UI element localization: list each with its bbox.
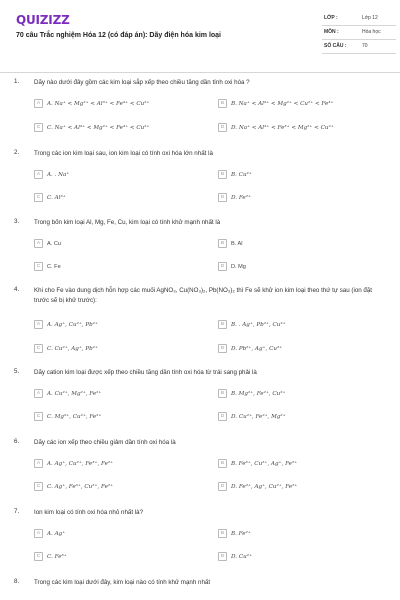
question-text: Dãy cation kim loại được xếp theo chiều tăng dần tính oxi hóa từ trái sang phải là <box>34 369 257 376</box>
option-text: B. Al <box>231 240 243 247</box>
question-number: 7. <box>14 508 20 515</box>
meta-value: Hóa học <box>362 29 381 35</box>
option-letter-box: C <box>34 344 43 353</box>
option-a[interactable] <box>34 528 65 539</box>
option-a[interactable] <box>34 319 98 330</box>
option-a[interactable] <box>34 238 61 249</box>
option-b[interactable] <box>218 169 252 180</box>
option-c[interactable] <box>34 551 67 562</box>
question-3 <box>0 218 400 284</box>
question-number: 2. <box>14 149 20 156</box>
option-letter-box: B <box>218 239 227 248</box>
option-letter-box: A <box>34 320 43 329</box>
option-text: A. Na⁺ < Mg²⁺ < Al³⁺ < Fe³⁺ < Cu²⁺ <box>47 100 150 107</box>
option-text: D. Na⁺ < Al³⁺ < Fe³⁺ < Mg²⁺ < Cu²⁺ <box>231 124 334 131</box>
question-text: Trong các kim loại dưới đây, kim loại nào có tính khử mạnh nhất <box>34 579 211 586</box>
option-letter-box: D <box>218 482 227 491</box>
question-number: 3. <box>14 218 20 225</box>
option-c[interactable] <box>34 411 101 422</box>
option-letter-box: A <box>34 459 43 468</box>
question-number: 8. <box>14 578 20 585</box>
meta-key: LỚP : <box>324 15 338 21</box>
option-letter-box: B <box>218 459 227 468</box>
option-d[interactable] <box>218 481 297 492</box>
option-b[interactable] <box>218 528 251 539</box>
worksheet-header <box>0 0 400 72</box>
option-text: C. Cu²⁺, Ag⁺, Pb²⁺ <box>47 345 98 352</box>
option-a[interactable] <box>34 458 113 469</box>
option-letter-box: D <box>218 193 227 202</box>
meta-value: 70 <box>362 43 368 49</box>
meta-row-count <box>322 40 396 54</box>
option-text: C. Fe³⁺ <box>47 553 67 560</box>
option-letter-box: B <box>218 320 227 329</box>
question-text: Trong các ion kim loại sau, ion kim loại có tính oxi hóa lớn nhất là <box>34 150 213 157</box>
option-letter-box: A <box>34 170 43 179</box>
worksheet-meta <box>322 12 396 54</box>
option-text: D. Mg <box>231 263 246 270</box>
meta-row-class <box>322 12 396 26</box>
option-text: C. Na⁺ < Al³⁺ < Mg²⁺ < Fe³⁺ < Cu²⁺ <box>47 124 150 131</box>
question-2 <box>0 149 400 215</box>
option-c[interactable] <box>34 192 66 203</box>
option-text: D. Fe³⁺, Ag⁺, Cu²⁺, Fe²⁺ <box>231 483 298 490</box>
option-b[interactable] <box>218 388 285 399</box>
question-text: Ion kim loại có tính oxi hóa nhỏ nhất là? <box>34 509 144 516</box>
option-letter-box: B <box>218 99 227 108</box>
option-c[interactable] <box>34 122 149 133</box>
question-4 <box>0 286 400 366</box>
question-text: Dãy các ion xếp theo chiều giảm dần tính oxi hóa là <box>34 439 176 446</box>
question-5 <box>0 368 400 436</box>
option-text: A. Ag⁺ <box>47 530 66 537</box>
option-text: D. Cu²⁺, Fe²⁺, Mg²⁺ <box>231 413 286 420</box>
option-c[interactable] <box>34 343 98 354</box>
option-text: B. Na⁺ < Al³⁺ < Mg²⁺ < Cu²⁺ < Fe³⁺ <box>231 100 334 107</box>
option-a[interactable] <box>34 169 69 180</box>
option-letter-box: B <box>218 529 227 538</box>
question-number: 1. <box>14 78 20 85</box>
meta-key: SỐ CÂU : <box>324 43 347 49</box>
header-divider <box>0 72 400 73</box>
option-text: D. Cu²⁺ <box>231 553 252 560</box>
option-letter-box: A <box>34 389 43 398</box>
option-letter-box: C <box>34 123 43 132</box>
question-text: Khi cho Fe vào dung dịch hỗn hợp các muối AgNO₃, Cu(NO₃)₂, Pb(NO₃)₂ thì Fe sẽ khử ion kim loại theo thứ tự sau (ion đặt trước sẽ bị khử trước): <box>34 287 373 304</box>
option-text: C. Fe <box>47 263 61 270</box>
question-text: Dãy nào dưới đây gồm các kim loại sắp xếp theo chiều tăng dần tính oxi hóa ? <box>34 79 250 86</box>
option-text: B. Fe³⁺, Cu²⁺, Ag⁺, Fe²⁺ <box>231 460 298 467</box>
option-letter-box: A <box>34 529 43 538</box>
option-c[interactable] <box>34 261 61 272</box>
option-letter-box: D <box>218 412 227 421</box>
option-text: C. Al³⁺ <box>47 194 66 201</box>
option-text: A. Ag⁺, Cu²⁺, Fe³⁺, Fe²⁺ <box>47 460 114 467</box>
option-d[interactable] <box>218 192 251 203</box>
option-letter-box: C <box>34 552 43 561</box>
option-text: D. Fe²⁺ <box>231 194 251 201</box>
page-title: 70 câu Trắc nghiệm Hóa 12 (có đáp án): Dãy điện hóa kim loại <box>16 32 222 39</box>
option-d[interactable] <box>218 343 282 354</box>
option-letter-box: D <box>218 552 227 561</box>
option-letter-box: C <box>34 193 43 202</box>
option-text: A. Cu <box>47 240 61 247</box>
quizizz-logo: QUIZIZZ <box>16 13 70 27</box>
option-b[interactable] <box>218 319 286 330</box>
option-b[interactable] <box>218 458 297 469</box>
option-d[interactable] <box>218 411 286 422</box>
meta-value: Lớp 12 <box>362 15 378 21</box>
option-text: D. Pb²⁺, Ag⁺, Cu²⁺ <box>231 345 283 352</box>
option-text: A. Cu²⁺, Mg²⁺, Fe²⁺ <box>47 390 102 397</box>
option-letter-box: A <box>34 239 43 248</box>
question-1 <box>0 78 400 146</box>
option-text: B. . Ag⁺, Pb²⁺, Cu²⁺ <box>231 321 286 328</box>
option-b[interactable] <box>218 98 334 109</box>
option-b[interactable] <box>218 238 243 249</box>
option-text: A. . Na⁺ <box>47 171 70 178</box>
meta-key: MÔN : <box>324 29 339 35</box>
option-a[interactable] <box>34 388 101 399</box>
option-letter-box: B <box>218 389 227 398</box>
question-8 <box>0 578 400 592</box>
question-number: 6. <box>14 438 20 445</box>
question-number: 4. <box>14 286 20 293</box>
option-letter-box: D <box>218 344 227 353</box>
option-d[interactable] <box>218 122 334 133</box>
option-text: A. Ag⁺, Cu²⁺, Pb²⁺ <box>47 321 98 328</box>
option-text: C. Ag⁺, Fe³⁺, Cu²⁺, Fe²⁺ <box>47 483 114 490</box>
option-text: B. Cu²⁺ <box>231 171 252 178</box>
option-letter-box: A <box>34 99 43 108</box>
option-text: C. Mg²⁺, Cu²⁺, Fe²⁺ <box>47 413 102 420</box>
option-text: B. Mg²⁺, Fe²⁺, Cu²⁺ <box>231 390 286 397</box>
option-d[interactable] <box>218 551 252 562</box>
option-letter-box: D <box>218 262 227 271</box>
option-a[interactable] <box>34 98 149 109</box>
question-number: 5. <box>14 368 20 375</box>
option-d[interactable] <box>218 261 246 272</box>
option-text: B. Fe²⁺ <box>231 530 251 537</box>
meta-row-subject <box>322 26 396 40</box>
option-letter-box: C <box>34 412 43 421</box>
question-text: Trong bốn kim loại Al, Mg, Fe, Cu, kim loại có tính khử mạnh nhất là <box>34 219 221 226</box>
option-letter-box: B <box>218 170 227 179</box>
question-6 <box>0 438 400 506</box>
option-letter-box: C <box>34 482 43 491</box>
option-letter-box: C <box>34 262 43 271</box>
question-7 <box>0 508 400 576</box>
option-c[interactable] <box>34 481 113 492</box>
option-letter-box: D <box>218 123 227 132</box>
